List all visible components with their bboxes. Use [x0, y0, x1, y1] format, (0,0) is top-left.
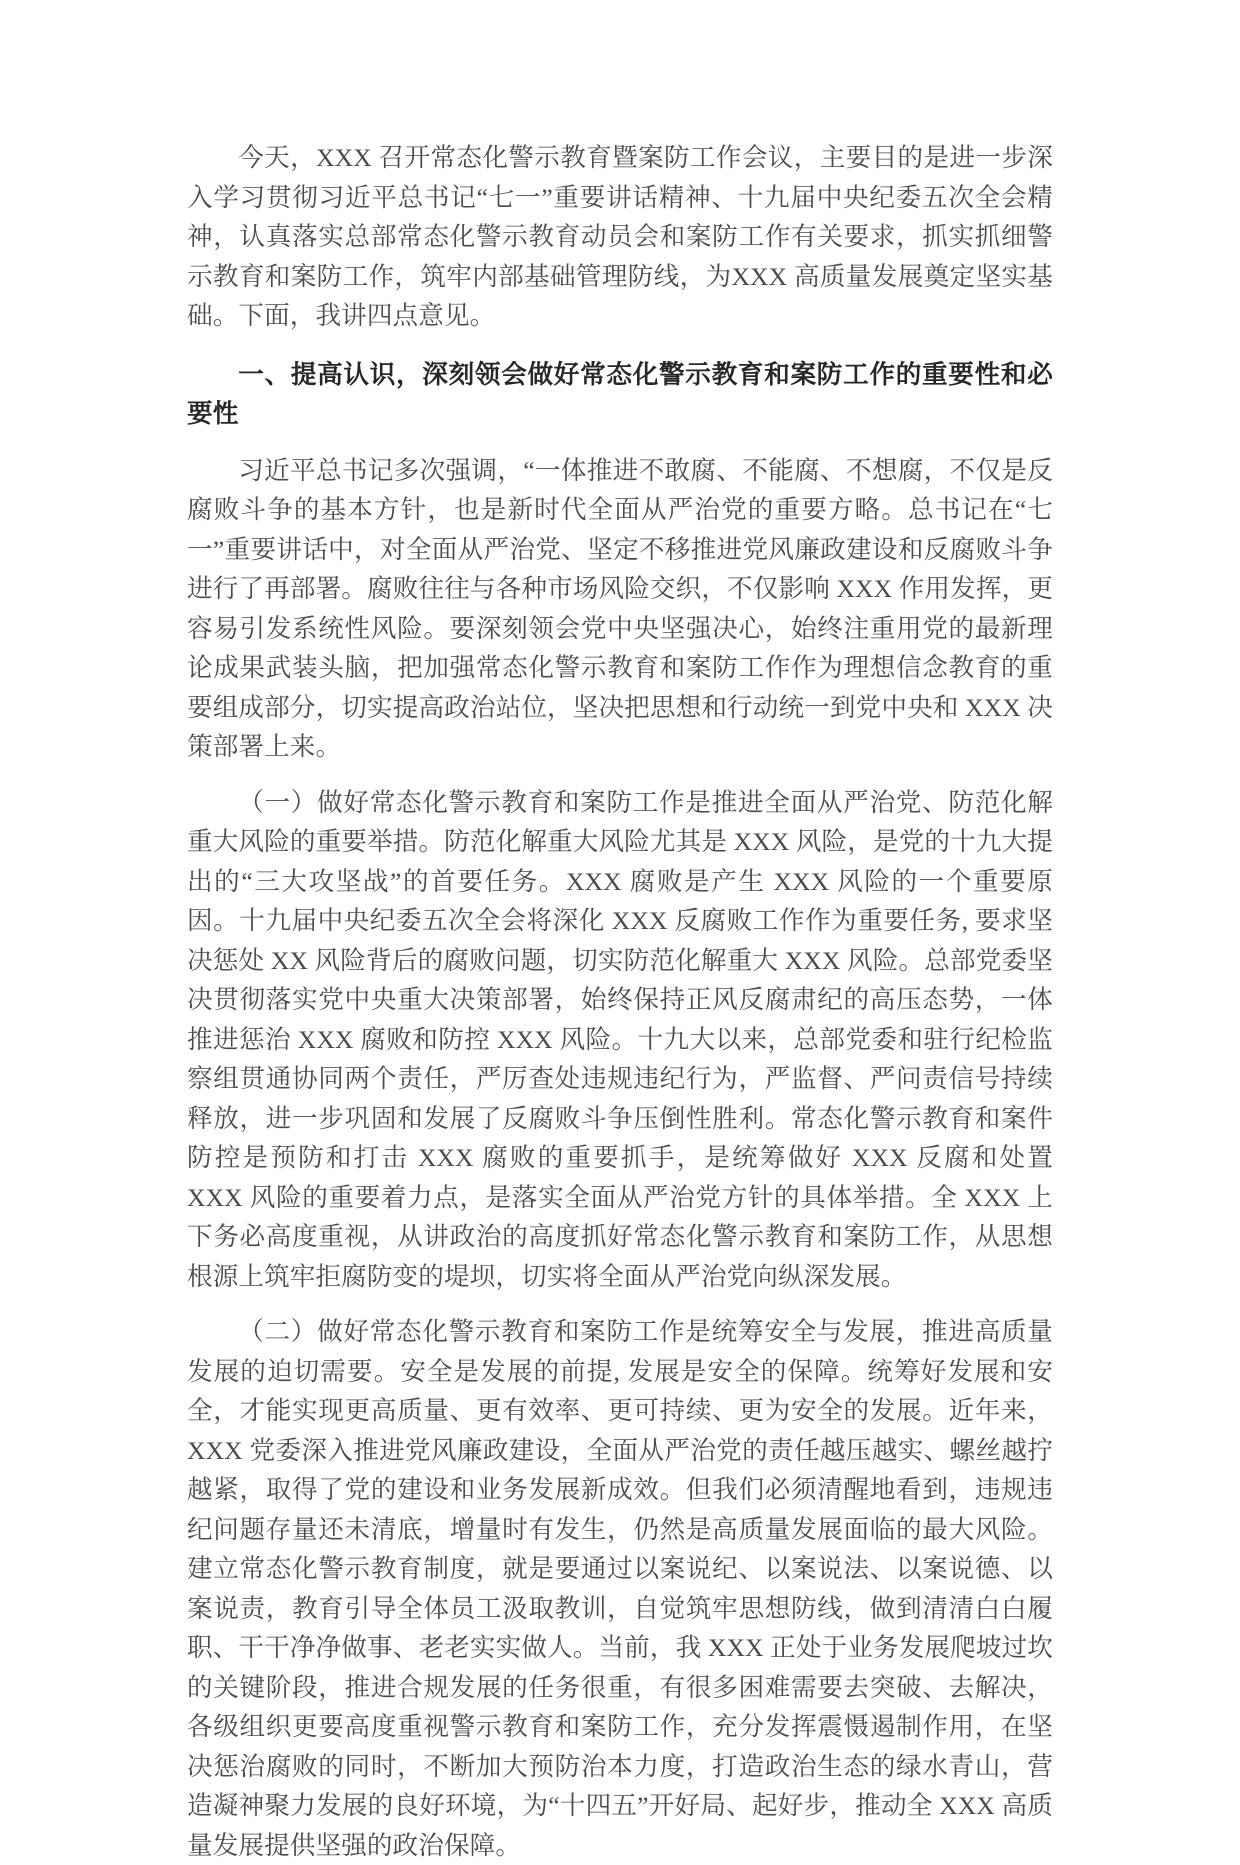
document-body: [187, 138, 1053, 1865]
paragraph-item-1: （一）做好常态化警示教育和案防工作是推进全面从严治党、防范化解重大风险的重要举措。防范化解重大风险尤其是 XXX 风险，是党的十九大提出的“三大攻坚战”的首要任务。XXX 腐败是产生 XXX 风险的一个重要原因。十九届中央纪委五次全会将深化 XXX 反腐败工作作为重要任务, 要求坚决惩处 XX 风险背后的腐败问题，切实防范化解重大 XXX 风险。总部党委坚决贯彻落实党中央重大决策部署，始终保持正风反腐肃纪的高压态势，一体推进惩治 XXX 腐败和防控 XXX 风险。十九大以来，总部党委和驻行纪检监察组贯通协同两个责任，严厉查处违规违纪行为，严监督、严问责信号持续释放，进一步巩固和发展了反腐败斗争压倒性胜利。常态化警示教育和案件防控是预防和打击 XXX 腐败的重要抓手，是统筹做好 XXX 反腐和处置 XXX 风险的重要着力点，是落实全面从严治党方针的具体举措。全 XXX 上下务必高度重视，从讲政治的高度抓好常态化警示教育和案防工作，从思想根源上筑牢拒腐防变的堤坝，切实将全面从严治党向纵深发展。: [187, 787, 1053, 1291]
section-heading-1: 一、提高认识，深刻领会做好常态化警示教育和案防工作的重要性和必要性: [187, 360, 1053, 428]
paragraph-xi-quote: 习近平总书记多次强调，“一体推进不敢腐、不能腐、不想腐，不仅是反腐败斗争的基本方针，也是新时代全面从严治党的重要方略。总书记在“七一”重要讲话中，对全面从严治党、坚定不移推进党风廉政建设和反腐败斗争进行了再部署。腐败往往与各种市场风险交织，不仅影响 XXX 作用发挥，更容易引发系统性风险。要深刻领会党中央坚强决心，始终注重用党的最新理论成果武装头脑，把加强常态化警示教育和案防工作作为理想信念教育的重要组成部分，切实提高政治站位，坚决把思想和行动统一到党中央和 XXX 决策部署上来。: [187, 455, 1053, 761]
intro-paragraph: 今天，XXX 召开常态化警示教育暨案防工作会议，主要目的是进一步深入学习贯彻习近平总书记“七一”重要讲话精神、十九届中央纪委五次全会精神，认真落实总部常态化警示教育动员会和案防工作有关要求，抓实抓细警示教育和案防工作，筑牢内部基础管理防线，为XXX 高质量发展奠定坚实基础。下面，我讲四点意见。: [187, 143, 1053, 330]
paragraph-item-2: （二）做好常态化警示教育和案防工作是统筹安全与发展，推进高质量发展的迫切需要。安全是发展的前提, 发展是安全的保障。统筹好发展和安全，才能实现更高质量、更有效率、更可持续、更为安全的发展。近年来，XXX 党委深入推进党风廉政建设，全面从严治党的责任越压越实、螺丝越拧越紧，取得了党的建设和业务发展新成效。但我们必须清醒地看到，违规违纪问题存量还未清底，增量时有发生，仍然是高质量发展面临的最大风险。建立常态化警示教育制度，就是要通过以案说纪、以案说法、以案说德、以案说责，教育引导全体员工汲取教训，自觉筑牢思想防线，做到清清白白履职、干干净净做事、老老实实做人。当前，我 XXX 正处于业务发展爬坡过坎的关键阶段，推进合规发展的任务很重，有很多困难需要去突破、去解决，各级组织更要高度重视警示教育和案防工作，充分发挥震慑遏制作用，在坚决惩治腐败的同时，不断加大预防治本力度，打造政治生态的绿水青山，营造凝神聚力发展的良好环境，为“十四五”开好局、起好步，推动全 XXX 高质量发展提供坚强的政治保障。: [187, 1317, 1053, 1860]
